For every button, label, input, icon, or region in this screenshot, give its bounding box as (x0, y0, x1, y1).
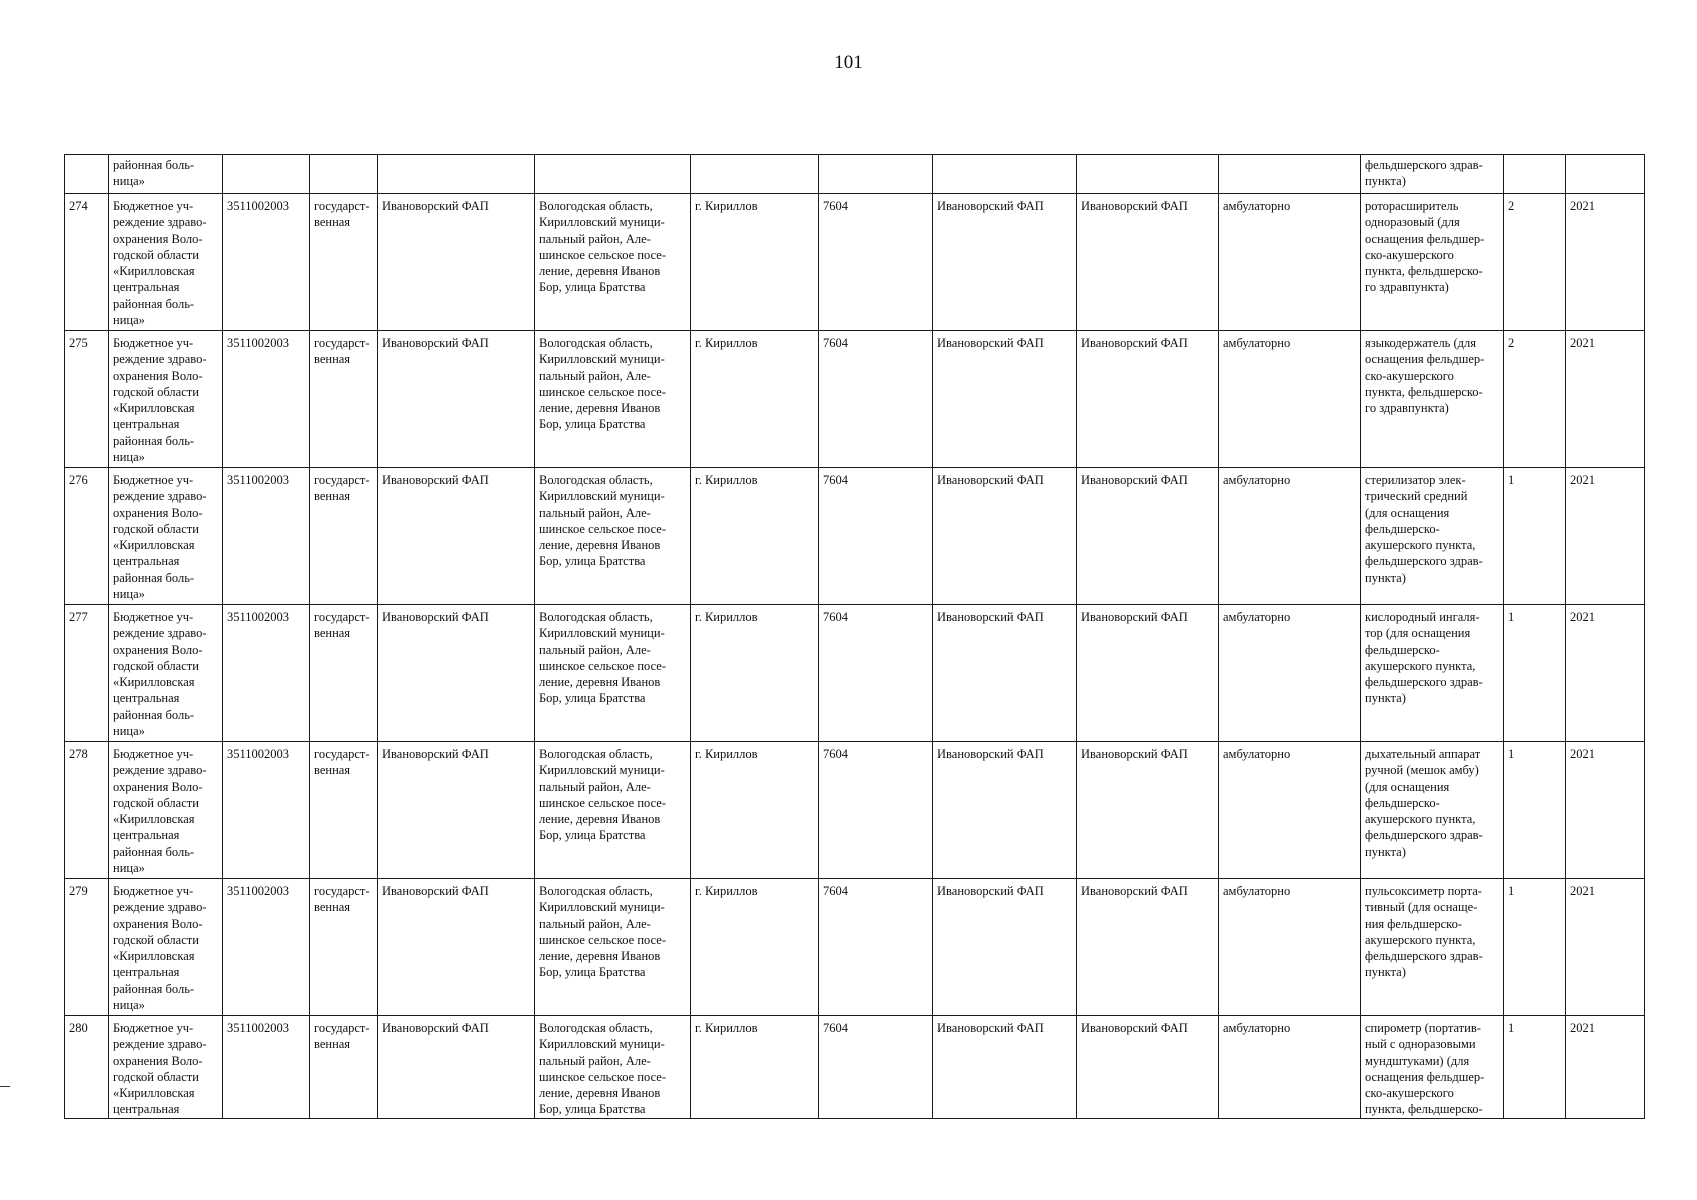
cell-num: 275 (65, 331, 109, 468)
cell-address: Вологодская область, Кирилловский муници- пальный район, Але- шинское сельское посе- ление, деревня Иванов Бор, улица Братства (535, 879, 691, 1016)
cell-year: 2021 (1566, 742, 1645, 879)
cell-city: г. Кириллов (691, 605, 819, 742)
cell-care: амбулаторно (1219, 879, 1361, 1016)
cell-org: районная боль- ница» (109, 155, 223, 194)
cell-equipment: дыхательный аппарат ручной (мешок амбу) (для оснащения фельдшерско- акушерского пункта, фельдшерского здрав- пункта) (1361, 742, 1504, 879)
cell-ownership: государст- венная (310, 742, 378, 879)
cell-address: Вологодская область, Кирилловский муници- пальный район, Але- шинское сельское посе- ление, деревня Иванов Бор, улица Братства (535, 742, 691, 879)
table-row (65, 468, 1645, 605)
cell-equipment: пульсоксиметр порта- тивный (для оснаще- ния фельдшерско- акушерского пункта, фельдшерского здрав- пункта) (1361, 879, 1504, 1016)
cell-year: 2021 (1566, 468, 1645, 605)
cell-inn (223, 155, 310, 194)
cell-num: 274 (65, 194, 109, 331)
cell-code: 7604 (819, 605, 933, 742)
cell-inn: 3511002003 (223, 1016, 310, 1119)
table-row (65, 331, 1645, 468)
cell-ownership: государст- венная (310, 194, 378, 331)
cell-unit (378, 155, 535, 194)
cell-year (1566, 155, 1645, 194)
cell-unit2: Ивановорский ФАП (933, 879, 1077, 1016)
cell-equipment: кислородный ингаля- тор (для оснащения фельдшерско- акушерского пункта, фельдшерского здрав- пункта) (1361, 605, 1504, 742)
table-row (65, 605, 1645, 742)
cell-org: Бюджетное уч- реждение здраво- охранения Воло- годской области «Кирилловская центральная районная боль- ница» (109, 879, 223, 1016)
table-row (65, 742, 1645, 879)
cell-unit: Ивановорский ФАП (378, 742, 535, 879)
cell-care: амбулаторно (1219, 605, 1361, 742)
cell-year: 2021 (1566, 331, 1645, 468)
cell-year: 2021 (1566, 605, 1645, 742)
cell-code: 7604 (819, 468, 933, 605)
cell-unit3: Ивановорский ФАП (1077, 605, 1219, 742)
cell-city (691, 155, 819, 194)
cell-address: Вологодская область, Кирилловский муници- пальный район, Але- шинское сельское посе- ление, деревня Иванов Бор, улица Братства (535, 194, 691, 331)
cell-city: г. Кириллов (691, 331, 819, 468)
cell-ownership: государст- венная (310, 1016, 378, 1119)
cell-year: 2021 (1566, 194, 1645, 331)
cell-ownership: государст- венная (310, 331, 378, 468)
cell-ownership (310, 155, 378, 194)
page-number: 101 (834, 52, 863, 73)
cell-unit: Ивановорский ФАП (378, 879, 535, 1016)
cell-ownership: государст- венная (310, 879, 378, 1016)
cell-qty (1504, 155, 1566, 194)
cell-num: 276 (65, 468, 109, 605)
table-row (65, 1016, 1645, 1119)
cell-equipment: фельдшерского здрав- пункта) (1361, 155, 1504, 194)
cell-care (1219, 155, 1361, 194)
cell-equipment: стерилизатор элек- трический средний (для оснащения фельдшерско- акушерского пункта, фельдшерского здрав- пункта) (1361, 468, 1504, 605)
cell-year: 2021 (1566, 879, 1645, 1016)
cell-inn: 3511002003 (223, 879, 310, 1016)
cell-care: амбулаторно (1219, 194, 1361, 331)
cell-city: г. Кириллов (691, 194, 819, 331)
cell-inn: 3511002003 (223, 605, 310, 742)
cell-unit: Ивановорский ФАП (378, 194, 535, 331)
cell-inn: 3511002003 (223, 331, 310, 468)
cell-city: г. Кириллов (691, 1016, 819, 1119)
cell-code: 7604 (819, 331, 933, 468)
cell-num (65, 155, 109, 194)
cell-code (819, 155, 933, 194)
cell-qty: 1 (1504, 468, 1566, 605)
cell-address: Вологодская область, Кирилловский муници- пальный район, Але- шинское сельское посе- ление, деревня Иванов Бор, улица Братства (535, 605, 691, 742)
cell-unit3: Ивановорский ФАП (1077, 331, 1219, 468)
cell-code: 7604 (819, 1016, 933, 1119)
cell-unit: Ивановорский ФАП (378, 468, 535, 605)
cell-address: Вологодская область, Кирилловский муници- пальный район, Але- шинское сельское посе- ление, деревня Иванов Бор, улица Братства (535, 468, 691, 605)
cell-city: г. Кириллов (691, 468, 819, 605)
cell-num: 280 (65, 1016, 109, 1119)
cell-org: Бюджетное уч- реждение здраво- охранения Воло- годской области «Кирилловская центральная районная боль- ница» (109, 331, 223, 468)
cell-ownership: государст- венная (310, 605, 378, 742)
cell-qty: 2 (1504, 331, 1566, 468)
cell-org: Бюджетное уч- реждение здраво- охранения Воло- годской области «Кирилловская центральная районная боль- ница» (109, 468, 223, 605)
cell-ownership: государст- венная (310, 468, 378, 605)
cell-num: 278 (65, 742, 109, 879)
cell-unit: Ивановорский ФАП (378, 605, 535, 742)
cell-org: Бюджетное уч- реждение здраво- охранения Воло- годской области «Кирилловская центральная районная боль- ница» (109, 742, 223, 879)
cell-unit2 (933, 155, 1077, 194)
margin-mark (0, 1086, 10, 1087)
equipment-registry-table (64, 154, 1645, 1119)
cell-address (535, 155, 691, 194)
continuation-row (65, 155, 1645, 194)
cell-city: г. Кириллов (691, 742, 819, 879)
cell-unit3: Ивановорский ФАП (1077, 879, 1219, 1016)
cell-care: амбулаторно (1219, 468, 1361, 605)
cell-care: амбулаторно (1219, 1016, 1361, 1119)
cell-qty: 1 (1504, 1016, 1566, 1119)
cell-year: 2021 (1566, 1016, 1645, 1119)
cell-care: амбулаторно (1219, 742, 1361, 879)
cell-unit3 (1077, 155, 1219, 194)
cell-qty: 2 (1504, 194, 1566, 331)
cell-city: г. Кириллов (691, 879, 819, 1016)
cell-care: амбулаторно (1219, 331, 1361, 468)
table-row (65, 879, 1645, 1016)
table-body (65, 155, 1645, 1119)
cell-code: 7604 (819, 879, 933, 1016)
cell-inn: 3511002003 (223, 468, 310, 605)
cell-num: 277 (65, 605, 109, 742)
cell-num: 279 (65, 879, 109, 1016)
cell-inn: 3511002003 (223, 742, 310, 879)
cell-unit2: Ивановорский ФАП (933, 1016, 1077, 1119)
cell-unit: Ивановорский ФАП (378, 331, 535, 468)
cell-unit: Ивановорский ФАП (378, 1016, 535, 1119)
cell-equipment: языкодержатель (для оснащения фельдшер- ско-акушерского пункта, фельдшерско- го здравпункта) (1361, 331, 1504, 468)
cell-equipment: спирометр (портатив- ный с одноразовыми мундштуками) (для оснащения фельдшер- ско-акушерского пункта, фельдшерско- (1361, 1016, 1504, 1119)
cell-unit2: Ивановорский ФАП (933, 605, 1077, 742)
cell-unit3: Ивановорский ФАП (1077, 1016, 1219, 1119)
cell-unit2: Ивановорский ФАП (933, 331, 1077, 468)
cell-unit2: Ивановорский ФАП (933, 468, 1077, 605)
cell-inn: 3511002003 (223, 194, 310, 331)
cell-equipment: роторасширитель одноразовый (для оснащения фельдшер- ско-акушерского пункта, фельдшерско- го здравпункта) (1361, 194, 1504, 331)
cell-address: Вологодская область, Кирилловский муници- пальный район, Але- шинское сельское посе- ление, деревня Иванов Бор, улица Братства (535, 331, 691, 468)
cell-qty: 1 (1504, 879, 1566, 1016)
cell-unit3: Ивановорский ФАП (1077, 742, 1219, 879)
cell-address: Вологодская область, Кирилловский муници- пальный район, Але- шинское сельское посе- ление, деревня Иванов Бор, улица Братства (535, 1016, 691, 1119)
cell-code: 7604 (819, 742, 933, 879)
cell-org: Бюджетное уч- реждение здраво- охранения Воло- годской области «Кирилловская центральная (109, 1016, 223, 1119)
table-row (65, 194, 1645, 331)
cell-code: 7604 (819, 194, 933, 331)
cell-unit3: Ивановорский ФАП (1077, 468, 1219, 605)
cell-org: Бюджетное уч- реждение здраво- охранения Воло- годской области «Кирилловская центральная районная боль- ница» (109, 605, 223, 742)
cell-unit2: Ивановорский ФАП (933, 742, 1077, 879)
cell-unit3: Ивановорский ФАП (1077, 194, 1219, 331)
cell-unit2: Ивановорский ФАП (933, 194, 1077, 331)
cell-qty: 1 (1504, 605, 1566, 742)
cell-qty: 1 (1504, 742, 1566, 879)
cell-org: Бюджетное уч- реждение здраво- охранения Воло- годской области «Кирилловская центральная районная боль- ница» (109, 194, 223, 331)
